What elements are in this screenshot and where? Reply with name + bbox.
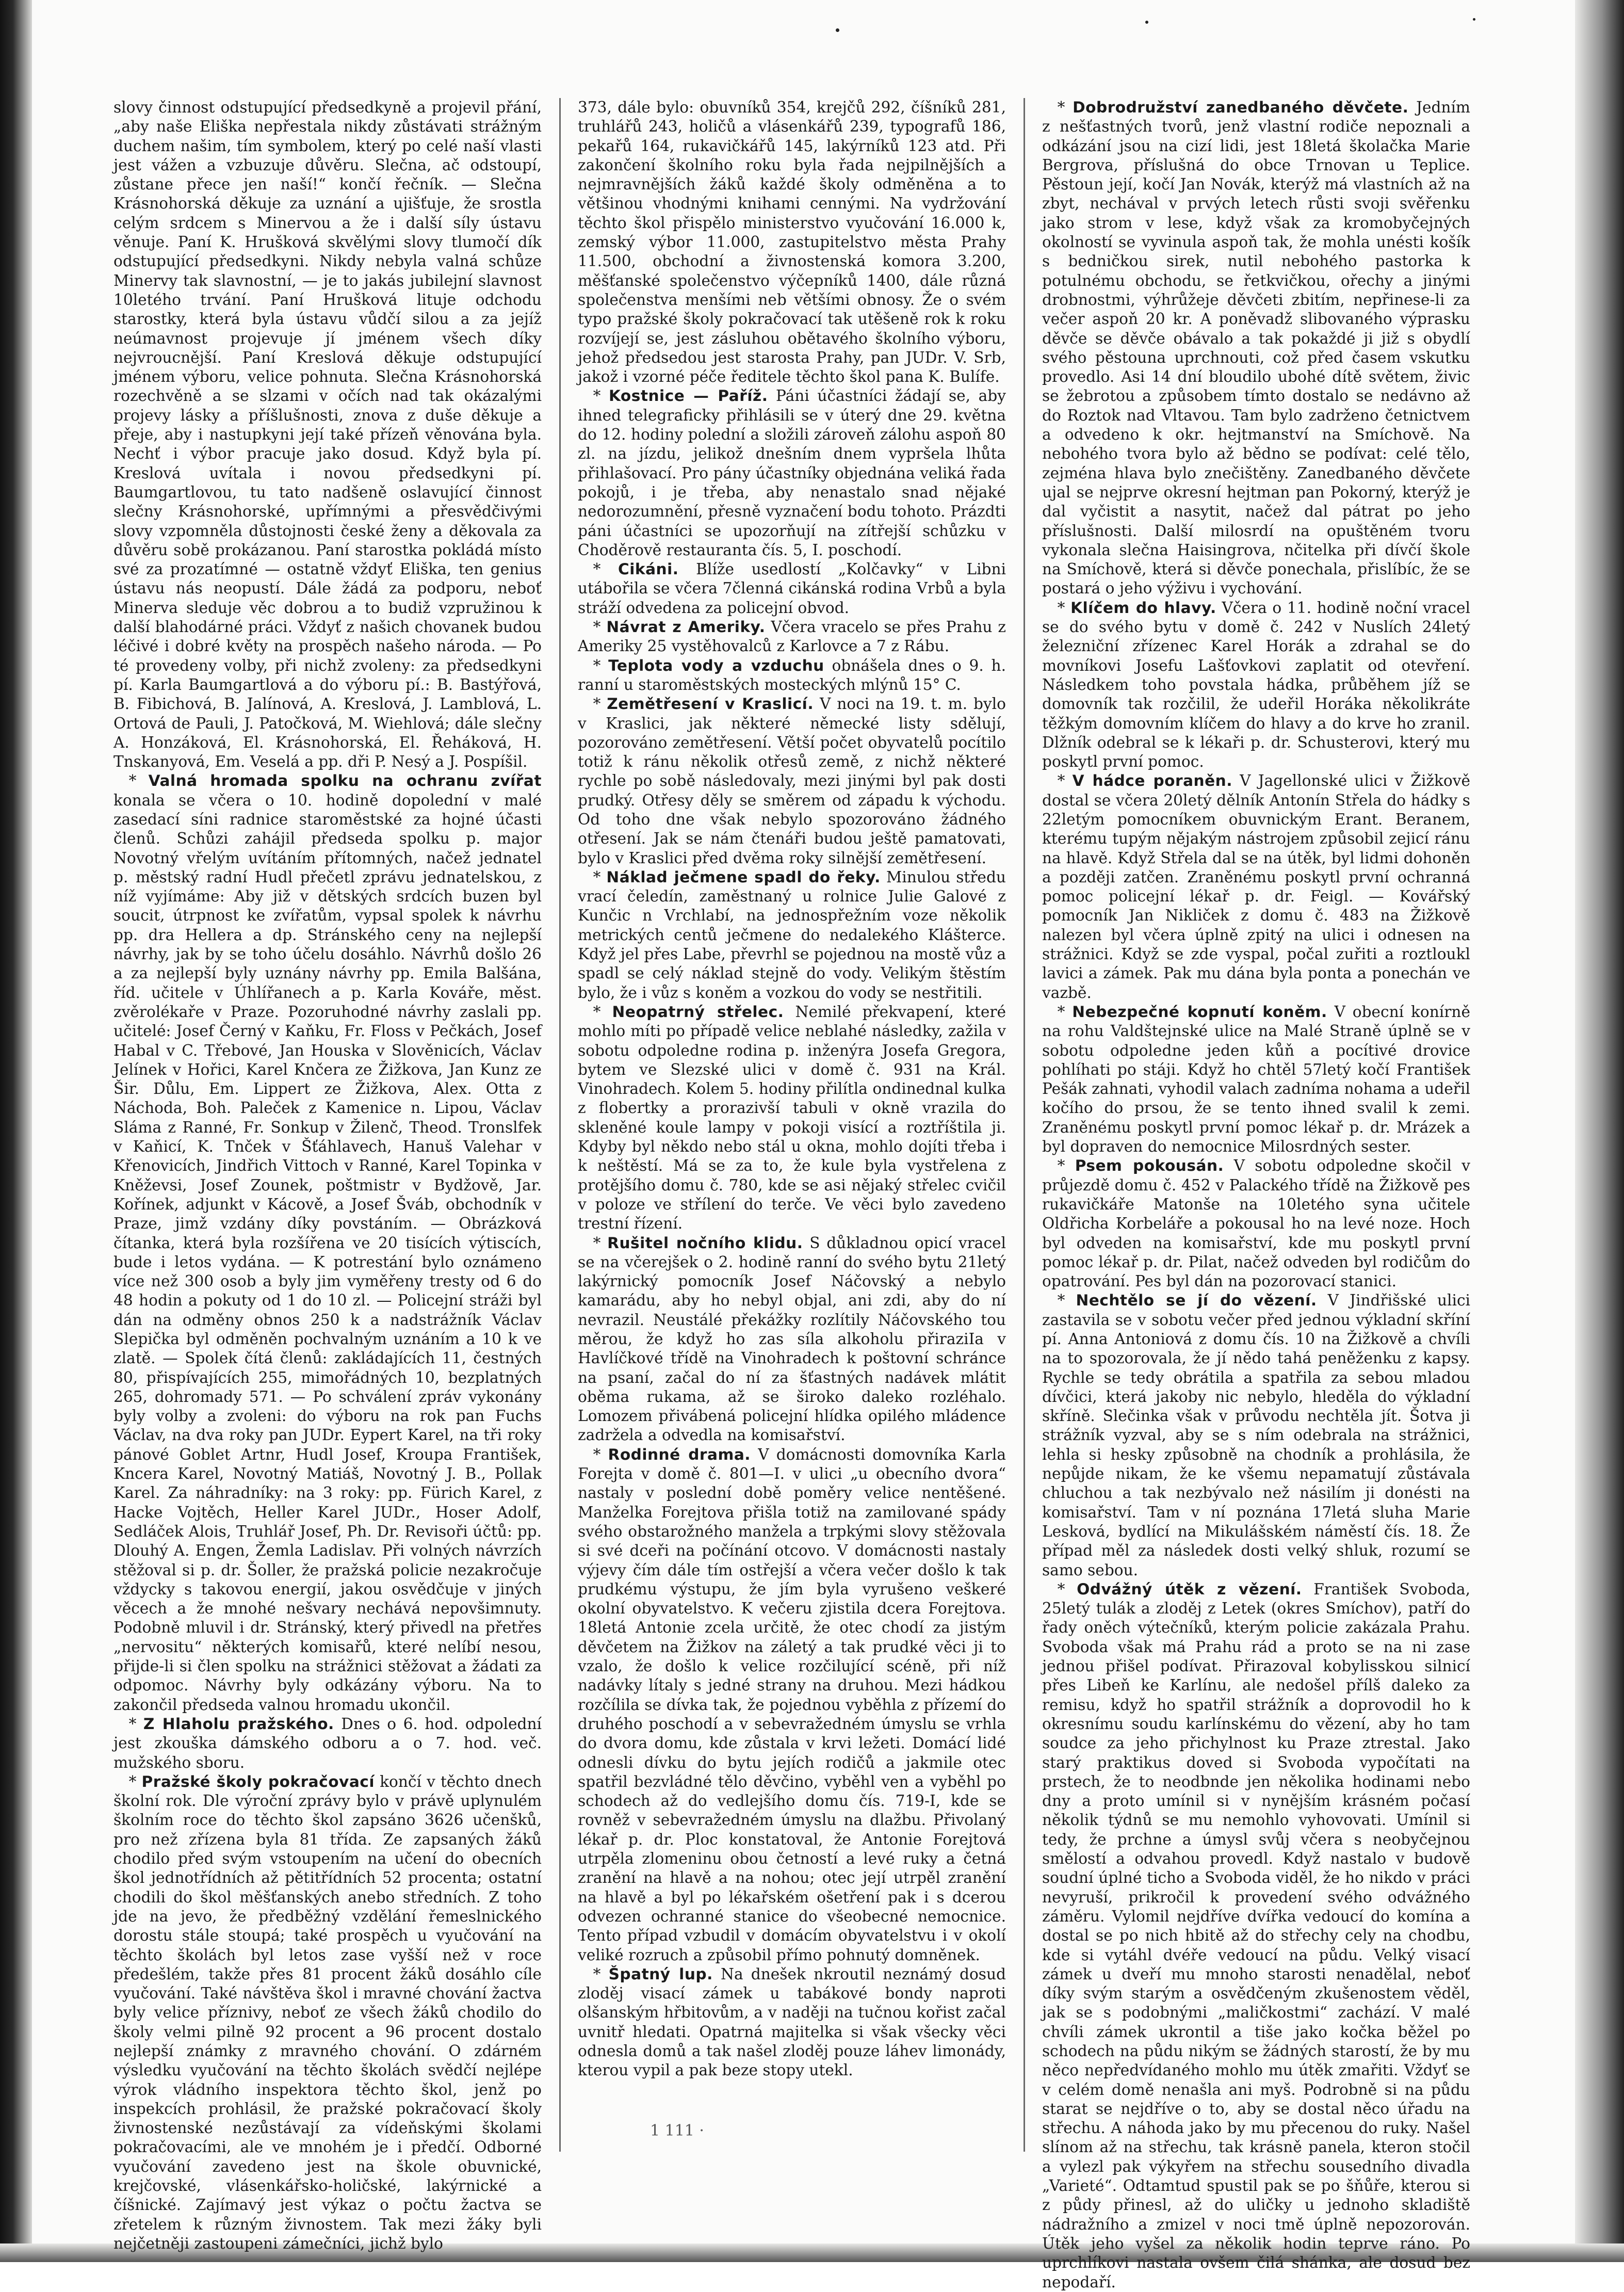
column-divider — [1024, 98, 1025, 2152]
article-body: Blíže usedlostí „Kolčavky“ v Libni utábořila se včera 7členná cikánská rodina Vrbů a byla stráží odvedena za policejní obvod. — [578, 560, 1006, 617]
article-paragraph: * V hádce poraněn. V Jagellonské ulici v Žižkově dostal se včera 20letý dělník Antonín Střela do hádky s 22letým pomocníkem obuvnickým Erant. Beranem, kterému tupým nějakým nástrojem způsobil zejicí ránu na hlavě. Když Střela dal se na útěk, byl lidmi dohoněn a později zatčen. Zraněnému poskytl první ochranná pomoc policejní lékař p. dr. Feigl. — Kovářský pomocník Jan Nikliček z domu č. 483 na Žižkově nalezen byl včera úplně zpitý na ulici i odnesen na strážnici. Když se zde vyspal, počal zuřiti a roztloukl lavici a zámek. Pak mu dána byla ponta a ponechán ve vazbě. — [1042, 772, 1470, 1002]
article-paragraph: * Valná hromada spolku na ochranu zvířat konala se včera o 10. hodině dopolední v malé zasedací síni radnice staroměstské za hojné účasti členů. Schůzi zahájil předseda spolku p. major Novotný vřelým uvítáním přítomných, načež jednatel p. městský radní Hudl přečetl zprávu jednatelskou, z níž vyjímáme: Aby již v dětských srdcích buzen byl soucit, útrpnost ke zvířatům, vypsal spolek k návrhu pp. dra Hellera a dp. Stránského ceny na nejlepší návrhy, jak by se toho účelu dosáhlo. Návrhů došlo 26 a za nejlepší byly uznány návrhy pp. Emila Balšána, říd. učitele v Úhlířanech a p. Karla Kováře, měst. zvěrolékaře v Praze. Pozoruhodné návrhy zaslali pp. učitelé: Josef Černý v Kaňku, Fr. Floss v Pečkách, Josef Habal v C. Třebové, Jan Houska v Slověnicích, Václav Jelínek v Hořici, Karel Knčera ze Žižkova, Jan Kunz ze Šir. Důlu, Em. Lippert ze Žižkova, Alex. Otta z Náchoda, Boh. Paleček z Kamenice n. Lipou, Václav Sláma z Ranné, Fr. Sonkup v Žilenč, Theod. Tronslfek v Kaňicí, K. Tnček v Šťáhlavech, Hanuš Valehar v Křenovicích, Jindřich Vittoch v Ranné, Karel Topinka v Kněževsi, Josef Zounek, poštmistr v Bydžově, Jar. Kořínek, adjunkt v Kácově, a Josef Šváb, obchodník v Praze, jimž vzdány díky povstáním. — Obrázková čítanka, která byla rozšířena ve 20 tisících výtiscích, bude i letos vydána. — K potrestání bylo oznámeno více než 300 osob a byly jim vyměřeny tresty od 6 do 48 hodin a pokuty od 1 do 10 zl. — Policejní stráži byl dán na odměny obnos 250 k a nadstrážník Václav Slepička byl odměněn pochvalným uznáním a 10 k ve zlatě. — Spolek čítá členů: zakládajících 11, čestných 80, přispívajících 255, mimořádných 10, bezplatných 265, dohromady 571. — Po schválení zpráv vykonány byly volby a zvoleni: do výboru na rok pan Fuchs Václav, na dva roky pan JUDr. Eypert Karel, na tři roky pánové Goblet Artnr, Hudl Josef, Kroupa František, Kncera Karel, Novotný Matiáš, Novotný J. B., Pollak Karel. Za náhradníky: na 3 roky: pp. Fürich Karel, z Hacke Vojtěch, Heller Karel JUDr., Hoser Adolf, Sedláček Alois, Truhlář Josef, Ph. Dr. Revisoři účtů: pp. Dlouhý A. Engen, Žemla Ladislav. Při volných návrzích stěžoval si p. dr. Šoller, že pražská policie nezakročuje vždycky s takovou energií, jakou osvědčuje v jiných věcech a že mnohé nešvary nechává nepovšimnuty. Podobně mluvil i dr. Stránský, který přivedl na přetřes „nervositu“ některých komisařů, které nelíbí nesou, přijde-li si člen spolku na strážnici stěžovat a žádati za odpomoc. Návrhy byly odkázány výboru. Na to zakončil předseda valnou hromadu ukončil. — [113, 772, 542, 1714]
article-body: Dnes o 6. hod. odpolední jest zkouška dámského odboru a o 7. hod. več. mužského sboru. — [113, 1715, 542, 1771]
footer-mark: 1 111 · — [650, 2122, 704, 2140]
article-paragraph: * Rodinné drama. V domácnosti domovníka Karla Forejta v domě č. 801—I. v ulici „u obecního dvora“ nastaly v poslední době poměry velice nentěšené. Manželka Forejtova přišla totiž na zamilované spády svého obstarožného manžela a trpkými slovy stěžovala si své dceři na počínání otcovo. V domácnosti nastaly výjevy čím dále tím ostřejší a včera večer došlo k tak prudkému výstupu, že jím byla vyrušeno veškeré okolní obyvatelstvo. K večeru zjistila dcera Forejtova. 18letá Antonie zcela určitě, že otec chodí za jistým děvčetem na Žižkov na záletý a tak prudké věci ji to vzalo, že došlo k velice rozčilující scéně, při níž nadávky lítaly s jedné strany na druhou. Mezi hádkou rozčílila se dívka tak, že pojednou vyběhla z přízemí do druhého poschodí a v sebevražedném úmyslu se vrhla do dvora domu, kde zůstala v krvi ležeti. Domácí lidé odnesli dívku do bytu jejích rodičů a jakmile otec spatřil bezvládné tělo děvčino, vyběhl ven a vyběhl po schodech až do vedlejšího domu čís. 719-I, kde se rovněž v sebevražedném úmyslu na dlažbu. Přivolaný lékař p. dr. Ploc konstatoval, že Antonie Forejtová utrpěla zlomeninu obou četností a levé ruky a četná zranění na hlavě a na nohou; otec její utrpěl zranění na hlavě a byl po lékařském ošetření pak i s dcerou odvezen ochranné stanice do všeobecné nemocnice. Tento případ vzbudil v domácím obyvatelstvu i v okolí veliké rozruch a způsobil přímo pohnutý domněnek. — [578, 1445, 1006, 1964]
article-paragraph: * Klíčem do hlavy. Včera o 11. hodině noční vracel se do svého bytu v domě č. 242 v Nuslích 24letý železniční zřízenec Karel Horák a zdrahal se do movníkovi Josefu Lašťovkovi zaplatit od otevření. Následkem toho povstala hádka, průběhem jíž se domovník tak rozčilil, že udeřil Horáka několikráte těžkým domovním klíčem do hlavy a do krve ho zranil. Dlžník odebral se k lékaři p. dr. Schusterovi, který mu poskytl první pomoc. — [1042, 599, 1470, 771]
article-paragraph: * Zemětřesení v Kraslicí. V noci na 19. t. m. bylo v Kraslici, jak některé německé listy sdělují, pozorováno zemětřesení. Větší počet obyvatelů pocítilo totiž k ránu několik otřesů země, z nichž některé rychle po sobě následovaly, mezi jinými byl pak dosti prudký. Otřesy děly se směrem od západu k východu. Od toho dne však nebylo spozorováno žádného otřesení. Jak se nám čtenáři budou ještě pamatovati, bylo v Kraslici před dvěma roky silnější zemětřesení. — [578, 695, 1006, 867]
article-heading: Neopatrný střelec. — [612, 1003, 784, 1021]
article-body: Páni účastníci žádají se, aby ihned telegraficky přihlásili se v úterý dne 29. května do 12. hodiny polední a složili zároveň zálohu aspoň 80 zl. na jízdu, jelikož dnešním dnem vypršela lhůta přihlašovací. Pro pány účastníky objednána veliká řada pokojů, i je třeba, aby nenastalo snad nějaké nedorozumnění, přesně vyznačení bodu tohoto. Prázdti páni účastníci se upozorňují na zítřejší schůzku v Choděrově restauranta čís. 5, I. poschodí. — [578, 387, 1006, 559]
article-body: Nemilé překvapení, které mohlo míti po případě velice neblahé následky, zažila v sobotu odpoledne rodina p. inženýra Josefa Gregora, bytem ve Slezské ulici v domě č. 931 na Král. Vinohradech. Kolem 5. hodiny přilítla ondinednal kulka z flobertky a prorazivší tabuli v okně vrazila do skleněné koule lampy v pokoji visící a roztříštila ji. Kdyby byl někdo nebo stál u okna, mohlo dojíti třeba i k neštěstí. Má se za to, že kule byla vystřelena z protějšího domu č. 780, kde se asi nějaký střelec cvičil v poloze ve střílení do terče. Ve věci bylo zavedeno trestní řízení. — [578, 1003, 1006, 1233]
article-body: František Svoboda, 25letý tulák a zloděj z Letek (okres Smíchov), patří do řady oněch výtečníků, kterým policie zakázala Prahu. Svoboda však má Prahu rád a proto se na ni zase jednou přišel podívat. Přirazoval kobylisskou silnicí přes Libeň ke Karlínu, ale nedošel přílš daleko za remisu, když ho spatřil strážník a doprovodil ho k okresnímu soudu karlínskému do vězení, aby ho tam soudce za jeho přichylnost ku Praze ztrestal. Jako starý praktikus doved si Svoboda vypočítati na prstech, že to neodbnde jen několika hodinami nebo dny a proto umínil si v nynějším krásném počasí několik týdnů se mu nemohlo vyhovovati. Umínil si tedy, že prchne a úmysl svůj včera s neobyčejnou smělostí a odvahou provedl. Když nastalo v budově soudní úplné ticho a Svoboda viděl, že ho nikdo v práci nevyruší, prikročil k provedení svého odvážného záměru. Vylomil nejdříve dvířka vedoucí do komína a dostal se po nich hbitě až do střechy cely na chodbu, kde si vytáhl dvéře vedoucí na půdu. Velký visací zámek u dveří mu mnoho starosti nenadělal, neboť díky svým starým a osvědčeným zkušenostem věděl, jak se s podobnými „maličkostmi“ zachází. V malé chvíli zámek ukrontil a tiše jako kočka běžel po schodech na půdu nikým se žádných starostí, že by mu něco nepředvídaného mohlo mu útěk zmařiti. Vždyť se v celém domě nenašla ani myš. Podrobně si na půdu starat se nejdříve o to, aby se dostal něco úřadu na střechu. A náhoda jako by mu přecenou do ruky. Našel slínom až na střechu, tak krásně panela, kteron stočil a vylezl pak výkyřem na střechu sousedního divadla „Varieté“. Odtamtud spustil pak se po šňůře, kterou si z půdy přinesl, až do uličky u jednoho skladiště nádražního a zmizel v noci tmě úplně nepozorován. Útěk jeho vyšel za několik hodin teprve ráno. Po uprchlíkovi nastala ovšem čilá shánka, ale dosud bez nepodaří. — [1042, 1580, 1470, 2291]
newspaper-page — [113, 98, 1470, 2291]
article-heading: Zemětřesení v Kraslicí. — [607, 695, 814, 713]
article-heading: Rodinné drama. — [608, 1445, 751, 1463]
article-body: V domácnosti domovníka Karla Forejta v domě č. 801—I. v ulici „u obecního dvora“ nastaly v poslední době poměry velice nentěšené. Manželka Forejtova přišla totiž na zamilované spády svého obstarožného manžela a trpkými slovy stěžovala si své dceři na počínání otcovo. V domácnosti nastaly výjevy čím dále tím ostřejší a včera večer došlo k tak prudkému výstupu, že jím byla vyrušeno veškeré okolní obyvatelstvo. K večeru zjistila dcera Forejtova. 18letá Antonie zcela určitě, že otec chodí za jistým děvčetem na Žižkov na záletý a tak prudké věci ji to vzalo, že došlo k velice rozčilující scéně, při níž nadávky lítaly s jedné strany na druhou. Mezi hádkou rozčílila se dívka tak, že pojednou vyběhla z přízemí do druhého poschodí a v sebevražedném úmyslu se vrhla do dvora domu, kde zůstala v krvi ležeti. Domácí lidé odnesli dívku do bytu jejích rodičů a jakmile otec spatřil bezvládné tělo děvčino, vyběhl ven a vyběhl po schodech až do vedlejšího domu čís. 719-I, kde se rovněž v sebevražedném úmyslu na dlažbu. Přivolaný lékař p. dr. Ploc konstatoval, že Antonie Forejtová utrpěla zlomeninu obou četností a levé ruky a četná zranění na hlavě a na nohou; otec její utrpěl zranění na hlavě a byl po lékařském ošetření pak i s dcerou odvezen ochranné stanice do všeobecné nemocnice. Tento případ vzbudil v domácím obyvatelstvu i v okolí veliké rozruch a způsobil přímo pohnutý domněnek. — [578, 1445, 1006, 1964]
article-body: V Jagellonské ulici v Žižkově dostal se včera 20letý dělník Antonín Střela do hádky s 22letým pomocníkem obuvnickým Erant. Beranem, kterému tupým nějakým nástrojem způsobil zejicí ránu na hlavě. Když Střela dal se na útěk, byl lidmi dohoněn a později zatčen. Zraněnému poskytl první ochranná pomoc policejní lékař p. dr. Feigl. — Kovářský pomocník Jan Nikliček z domu č. 483 na Žižkově nalezen byl včera úplně zpitý na ulici i odnesen na strážnici. Když se zde vyspal, počal zuřiti a roztloukl lavici a zámek. Pak mu dána byla ponta a ponechán ve vazbě. — [1042, 772, 1470, 1002]
article-body: Včera o 11. hodině noční vracel se do svého bytu v domě č. 242 v Nuslích 24letý železniční zřízenec Karel Horák a zdrahal se do movníkovi Josefu Lašťovkovi zaplatit od otevření. Následkem toho povstala hádka, průběhem jíž se domovník tak rozčilil, že udeřil Horáka několikráte těžkým domovním klíčem do hlavy a do krve ho zranil. Dlžník odebral se k lékaři p. dr. Schusterovi, který mu poskytl první pomoc. — [1042, 599, 1470, 771]
article-paragraph: * Neopatrný střelec. Nemilé překvapení, které mohlo míti po případě velice neblahé následky, zažila v sobotu odpoledne rodina p. inženýra Josefa Gregora, bytem ve Slezské ulici v domě č. 931 na Král. Vinohradech. Kolem 5. hodiny přilítla ondinednal kulka z flobertky a prorazivší tabuli v okně vrazila do skleněné koule lampy v pokoji visící a roztříštila ji. Kdyby byl někdo nebo stál u okna, mohlo dojíti třeba i k neštěstí. Má se za to, že kule byla vystřelena z protějšího domu č. 780, kde se asi nějaký střelec cvičil v poloze ve střílení do terče. Ve věci bylo zavedeno trestní řízení. — [578, 1003, 1006, 1233]
article-paragraph — [578, 98, 1006, 386]
article-paragraph: * Náklad ječmene spadl do řeky. Minulou středu vrací čeledín, zaměstnaný u rolnice Julie Galové z Kunčic n Vrchlabí, na jednospřežním voze několik metrických centů ječmene do nedalekého Klášterce. Když jel přes Labe, převrhl se pojednou na mostě vůz a spadl se celý náklad stejně do vody. Velikým štěstím bylo, že i vůz s koněm a vozkou do vody se nestřitili. — [578, 868, 1006, 1002]
article-paragraph: * Špatný lup. Na dnešek nkroutil neznámý dosud zloděj visací zámek u tabákové bondy naproti olšanským hřbitovům, a v naději na tučnou kořist začal uvnitř hledati. Opatrná majitelka si však všecky věci odnesla domů a tak našel zloděj pouze láhev limonády, kterou vypil a pak beze stopy utekl. — [578, 1965, 1006, 2079]
article-body: S důkladnou opicí vracel se na včerejšek o 2. hodině ranní do svého bytu 21letý lakýrnický pomocník Josef Náčovský a nebylo kamarádu, aby ho nebyl objal, ani zdi, aby do ní nevrazil. Neustálé překážky rozlítily Náčovského tou měrou, že když ho zas síla alkoholu přiraziIa v Havlíčkové třídě na Vinohradech k poštovní schránce na psaní, začal do ní za šťastných nadávek mlátit oběma rukama, až se široko daleko rozléhalo. Lomozem přivábená policejní hlídka opilého mládence zadržela a odvedla na komisařství. — [578, 1234, 1006, 1444]
column-divider — [559, 98, 561, 2152]
article-body: V noci na 19. t. m. bylo v Kraslici, jak některé německé listy sdělují, pozorováno zemětřesení. Větší počet obyvatelů pocítilo totiž k ránu několik otřesů země, z nichž některé rychle po sobě následovaly, mezi jinými byl pak dosti prudký. Otřesy děly se směrem od západu k východu. Od toho dne však nebylo spozorováno žádného otřesení. Jak se nám čtenáři budou ještě pamatovati, bylo v Kraslici před dvěma roky silnější zemětřesení. — [578, 695, 1006, 867]
article-paragraph: * Dobrodružství zanedbaného děvčete. Jedním z nešťastných tvorů, jenž vlastní rodiče nepoznali a odkázání jsou na cizí lidi, jest 18letá školačka Marie Bergrova, příslušná do obce Trnovan u Teplice. Pěstoun její, kočí Jan Novák, kterýž má vlastních až na zbyt, nechával v prvých letech růsti svoji svěřenku jako strom v lese, když však za kromobyčejných okolností se vyvinula aspoň tak, že mohla unésti košík s bedničkou sirek, nutil nebohého pastorka k potulnému obchodu, se řetkvičkou, ořechy a jinými drobnostmi, výhrůžeje děvčeti zbitím, nepřinese-li za večer aspoň 20 kr. A poněvadž slibovaného výprasku děvče se děvče obávalo a tak pokaždé ji již s obydlí svého pěstouna uprchnouti, což před časem vskutku provedlo. Asi 14 dní bloudilo ubohé dítě světem, živic se žebrotou a způsobem tímto dostalo se nedávno až do Roztok nad Vltavou. Tam bylo zadrženo četnictvem a odvedeno k okr. hejtmanství na Smíchově. Na nebohého tvora bylo až bědno se podívat: celé tělo, zejména hlava bylo znečištěny. Zanedbaného děvčete ujal se nejprve okresní hejtman pan Pokorný, kterýž je dal vyčistit a nasytit, načež dal pátrat po jeho příslušnosti. Další milosrdí na opuštěném tvoru vykonala slečna Haisingrova, nčitelka při dívčí škole na Smíchově, která si děvče ponechala, přislíbíc, že se postará o jeho výživu i vychování. — [1042, 99, 1470, 598]
article-body: Na dnešek nkroutil neznámý dosud zloděj visací zámek u tabákové bondy naproti olšanským hřbitovům, a v naději na tučnou kořist začal uvnitř hledati. Opatrná majitelka si však všecky věci odnesla domů a tak našel zloděj pouze láhev limonády, kterou vypil a pak beze stopy utekl. — [578, 1965, 1006, 2079]
article-heading: Odvážný útěk z vězení. — [1077, 1580, 1302, 1598]
article-paragraph: * Teplota vody a vzduchu obnášela dnes o 9. h. ranní u staroměstských mosteckých mlýnů 15° C. — [578, 656, 1006, 693]
article-body: slovy činnost odstupující předsedkyně a projevil přání, „aby naše Eliška nepřestala nikdy zůstávati strážným duchem našim, tím symbolem, který po celé naší vlasti jest vážen a vzbuzuje důvěru. Slečna, ač odstoupí, zůstane přece jen naší!“ končí řečník. — Slečna Krásnohorská děkuje za uznání a ujišťuje, že srostla celým srdcem s Minervou a že i další síly ústavu věnuje. Paní K. Hrušková skvělými slovy tlumočí dík odstupující předsedkyni. Nikdy nebyla valná schůze Minervy tak slavnostní, — je to jakás jubilejní slavnost 10letého trvání. Paní Hrušková lituje odchodu starostky, která byla ústavu vůdčí silou a za jejíž neúmavnost projevuje jí jménem všech díky nejvroucnější. Paní Kreslová děkuje odstupující jménem výboru, velice pohnuta. Slečna Krásnohorská rozechvěně a se slzami v očích nad tak okázalými projevy lásky a příšlušnosti, znova z duše děkuje a přeje, aby i nastupkyni její také přízeň věnována byla. Nechť i výbor pracuje jako dosud. Když byla pí. Kreslová uvítala i novou předsedkyni pí. Baumgartlovou, tu tato nadšeně oslavující činnost slečny Krásnohorské, upřímnými a přesvědčivými slovy vzpomněla důstojnosti české ženy a děkovala za důvěru sobě prokázanou. Paní starostka pokládá místo své za prozatímné — ostatně vždyť Eliška, ten genius ústavu nás neopustí. Dále žádá za podporu, neboť Minerva sleduje věc dobrou a to budiž vzpružinou k další blahodárné práci. Vždyť z našich chovanek budou léčivé i dobré květy na prospěch našeho národa. — Po té provedeny volby, při nichž zvoleny: za předsedkyni pí. Karla Baumgartlová a do výboru pí.: B. Bastýřová, B. Fibichová, B. Jalínová, A. Kreslová, J. Lamblová, L. Ortová de Pauli, J. Patočková, M. Wiehlová; dále slečny A. Honzáková, El. Krásnohorská, El. Řeháková, H. Tnskanyová, Em. Veselá a pp. dři P. Nesý a J. Pospíšil. — [113, 99, 542, 771]
article-paragraph: * Rušitel nočního klidu. S důkladnou opicí vracel se na včerejšek o 2. hodině ranní do svého bytu 21letý lakýrnický pomocník Josef Náčovský a nebylo kamarádu, aby ho nebyl objal, ani zdi, aby do ní nevrazil. Neustálé překážky rozlítily Náčovského tou měrou, že když ho zas síla alkoholu přiraziIa v Havlíčkové třídě na Vinohradech k poštovní schránce na psaní, začal do ní za šťastných nadávek mlátit oběma rukama, až se široko daleko rozléhalo. Lomozem přivábená policejní hlídka opilého mládence zadržela a odvedla na komisařství. — [578, 1234, 1006, 1444]
article-heading: Klíčem do hlavy. — [1070, 599, 1216, 617]
article-heading: V hádce poraněn. — [1072, 772, 1232, 790]
article-paragraph: * Nechtělo se jí do vězení. V Jindřišské ulici zastavila se v sobotu večer před jednou výkladní skříní pí. Anna Antoniová z domu čís. 10 na Žižkově a chvíli na to spozorovala, že jí nědo tahá peněženku z kapsy. Rychle se tedy obrátila a spatřila za sebou mladou dívčici, která jakoby nic nebylo, hleděla do výkladní skříně. Slečinka však v průvodu nechtěla jít. Šotva ji strážník vyzval, aby se s ním odebrala na strážnici, lehla si hesky způsobně na chodník a prohlásila, že nepůjde nikam, že ke všemu nepamatují zůstávala chluchou a tak nezbývalo než násilím ji donésti na komisařství. Tam v ní poznána 17letá sluha Marie Lesková, bydlící na Mikulášském náměstí čís. 18. Že případ měl za následek dosti velký shluk, rozumí se samo sebou. — [1042, 1292, 1470, 1579]
article-body: Minulou středu vrací čeledín, zaměstnaný u rolnice Julie Galové z Kunčic n Vrchlabí, na jednospřežním voze několik metrických centů ječmene do nedalekého Klášterce. Když jel přes Labe, převrhl se pojednou na mostě vůz a spadl se celý náklad stejně do vody. Velikým štěstím bylo, že i vůz s koněm a vozkou do vody se nestřitili. — [578, 868, 1006, 1002]
article-heading: Cikáni. — [618, 560, 679, 578]
article-heading: Špatný lup. — [608, 1965, 713, 1983]
article-body: 373, dále bylo: obuvníků 354, krejčů 292, číšníků 281, truhlářů 243, holičů a vlásenkářů 239, typografů 186, pekařů 164, rukavičkářů 145, lakýrníků 123 atd. Při zakončení školního roku byla řada nejpilnějších a nejmravnějších žáků každé školy odměněna a to většinou vhodnými knihami cennými. Na vydržování těchto škol přispělo ministerstvo vyučování 16.000 k, zemský výbor 11.000, zastupitelstvo města Prahy 11.500, obchodní a živnostenská komora 3.200, měšťanské společenstvo výčepníků 1400, dále různá společenstva menšími neb většími obnosy. Že o svém typo pražské školy pokračovací tak utěšeně rok k roku rozvíjejí se, jest zásluhou obětavého školního výboru, jehož předsedou jest starosta Prahy, pan JUDr. V. Srb, jakož i vzorné péče ředitele těchto škol pana K. Bulífe. — [578, 99, 1006, 386]
article-heading: Z Hlaholu pražského. — [143, 1715, 334, 1733]
ink-speck — [1473, 18, 1475, 21]
article-heading: Psem pokousán. — [1075, 1157, 1224, 1175]
scan-right-edge — [1575, 0, 1624, 2262]
article-paragraph: * Cikáni. Blíže usedlostí „Kolčavky“ v Libni utábořila se včera 7členná cikánská rodina Vrbů a byla stráží odvedena za policejní obvod. — [578, 560, 1006, 617]
article-heading: Nebezpečné kopnutí koněm. — [1072, 1003, 1327, 1021]
article-paragraph: * Odvážný útěk z vězení. František Svoboda, 25letý tulák a zloděj z Letek (okres Smíchov), patří do řady oněch výtečníků, kterým policie zakázala Prahu. Svoboda však má Prahu rád a proto se na ni zase jednou přišel podívat. Přirazoval kobylisskou silnicí přes Libeň ke Karlínu, ale nedošel přílš daleko za remisu, když ho spatřil strážník a doprovodil ho k okresnímu soudu karlínskému do vězení, aby ho tam soudce za jeho přichylnost ku Praze ztrestal. Jako starý praktikus doved si Svoboda vypočítati na prstech, že to neodbnde jen několika hodinami nebo dny a proto umínil si v nynějším krásném počasí několik týdnů se mu nemohlo vyhovovati. Umínil si tedy, že prchne a úmysl svůj včera s neobyčejnou smělostí a odvahou provedl. Když nastalo v budově soudní úplné ticho a Svoboda viděl, že ho nikdo v práci nevyruší, prikročil k provedení svého odvážného záměru. Vylomil nejdříve dvířka vedoucí do komína a dostal se po nich hbitě až do střechy cely na chodbu, kde si vytáhl dvéře vedoucí na půdu. Velký visací zámek u dveří mu mnoho starosti nenadělal, neboť díky svým starým a osvědčeným zkušenostem věděl, jak se s podobnými „maličkostmi“ zachází. V malé chvíli zámek ukrontil a tiše jako kočka běžel po schodech na půdu nikým se žádných starostí, že by mu něco nepředvídaného mohlo mu útěk zmařiti. Vždyť se v celém domě nenašla ani myš. Podrobně si na půdu starat se nejdříve o to, aby se dostal něco úřadu na střechu. A náhoda jako by mu přecenou do ruky. Našel slínom až na střechu, tak krásně panela, kteron stočil a vylezl pak výkyřem na střechu sousedního divadla „Varieté“. Odtamtud spustil pak se po šňůře, kterou si z půdy přinesl, až do uličky u jednoho skladiště nádražního a zmizel v noci tmě úplně nepozorován. Útěk jeho vyšel za několik hodin teprve ráno. Po uprchlíkovi nastala ovšem čilá shánka, ale dosud bez nepodaří. — [1042, 1580, 1470, 2291]
article-body: V sobotu odpoledne skočil v průjezdě domu č. 452 v Palackého třídě na Žižkově pes rukavičkáře Matonše na 10letého syna učitele Oldřicha Korbeláře a pokousal ho na levé noze. Hoch byl odveden na komisařství, kde mu poskytl první pomoc lékař p. dr. Pilat, načež odveden byl rodičům do opatrování. Pes byl dán na pozorovací stanici. — [1042, 1157, 1470, 1290]
article-body: konala se včera o 10. hodině dopolední v malé zasedací síni radnice staroměstské za hojné účasti členů. Schůzi zahájil předseda spolku p. major Novotný vřelým uvítáním přítomných, načež jednatel p. městský radní Hudl přečetl zprávu jednatelskou, z níž vyjímáme: Aby již v dětských srdcích buzen byl soucit, útrpnost ke zvířatům, vypsal spolek k návrhu pp. dra Hellera a dp. Stránského ceny na nejlepší návrhy, jak by se toho účelu dosáhlo. Návrhů došlo 26 a za nejlepší byly uznány návrhy pp. Emila Balšána, říd. učitele v Úhlířanech a p. Karla Kováře, měst. zvěrolékaře v Praze. Pozoruhodné návrhy zaslali pp. učitelé: Josef Černý v Kaňku, Fr. Floss v Pečkách, Josef Habal v C. Třebové, Jan Houska v Slověnicích, Václav Jelínek v Hořici, Karel Knčera ze Žižkova, Jan Kunz ze Šir. Důlu, Em. Lippert ze Žižkova, Alex. Otta z Náchoda, Boh. Paleček z Kamenice n. Lipou, Václav Sláma z Ranné, Fr. Sonkup v Žilenč, Theod. Tronslfek v Kaňicí, K. Tnček v Šťáhlavech, Hanuš Valehar v Křenovicích, Jindřich Vittoch v Ranné, Karel Topinka v Kněževsi, Josef Zounek, poštmistr v Bydžově, Jar. Kořínek, adjunkt v Kácově, a Josef Šváb, obchodník v Praze, jimž vzdány díky povstáním. — Obrázková čítanka, která byla rozšířena ve 20 tisících výtiscích, bude i letos vydána. — K potrestání bylo oznámeno více než 300 osob a byly jim vyměřeny tresty od 6 do 48 hodin a pokuty od 1 do 10 zl. — Policejní stráži byl dán na odměny obnos 250 k a nadstrážník Václav Slepička byl odměněn pochvalným uznáním a 10 k ve zlatě. — Spolek čítá členů: zakládajících 11, čestných 80, přispívajících 255, mimořádných 10, bezplatných 265, dohromady 571. — Po schválení zpráv vykonány byly volby a zvoleni: do výboru na rok pan Fuchs Václav, na dva roky pan JUDr. Eypert Karel, na tři roky pánové Goblet Artnr, Hudl Josef, Kroupa František, Kncera Karel, Novotný Matiáš, Novotný J. B., Pollak Karel. Za náhradníky: na 3 roky: pp. Fürich Karel, z Hacke Vojtěch, Heller Karel JUDr., Hoser Adolf, Sedláček Alois, Truhlář Josef, Ph. Dr. Revisoři účtů: pp. Dlouhý A. Engen, Žemla Ladislav. Při volných návrzích stěžoval si p. dr. Šoller, že pražská policie nezakročuje vždycky s takovou energií, jakou osvědčuje v jiných věcech a že mnohé nešvary nechává nepovšimnuty. Podobně mluvil i dr. Stránský, který přivedl na přetřes „nervositu“ některých komisařů, které nelíbí nesou, přijde-li si člen spolku na strážnici stěžovat a žádati za odpomoc. Návrhy byly odkázány výboru. Na to zakončil předseda valnou hromadu ukončil. — [113, 791, 542, 1714]
article-paragraph: * Pražské školy pokračovací končí v těchto dnech školní rok. Dle výroční zprávy bylo v právě uplynulém školním roce do těchto škol zapsáno 3626 učenšků, pro než zřízena byla 81 třída. Ze zapsaných žáků chodilo před svým vstoupením na učení do obecních škol jednotřídních až pětitřídních 52 procenta; ostatní chodili do škol měšťanských anebo středních. Z toho jde na jevo, že předběžný vzdělání řemeslnického dorostu stále stoupá; také prospěch u vyučování na těchto školách byl letos zase vyšší než v roce předešlém, takže přes 81 procent žáků dosáhlo cíle vyučování. Také návštěva škol i mravné chování žactva byly velice příznivy, neboť ze všech žáků chodilo do školy velmi pilně 92 procent a 96 procent dostalo nejlepší známky z mravného chování. O zdárném výsledku vyučování na těchto školách svědčí nejlépe výrok vládního inspektora těchto škol, jenž po inspekcích prohlásil, že pražské pokračovací školy živnostenské nezůstávají za vídeňskými školami pokračovacími, ale ve mnohém je i předčí. Odborné vyučování zavedeno jest na škole obuvnické, krejčovské, vlásenkářsko-holičské, lakýrnické a číšnické. Zajímavý jest výkaz o počtu žactva se zřetelem k různým živnostem. Tak mezi žáky byli nejčetněji zastoupeni zámečníci, jichž bylo — [113, 1772, 542, 2252]
article-body: V obecní konírně na rohu Valdštejnské ulice na Malé Straně úplně se v sobotu odpoledne jeden kůň a pocítivé drovice pohlíhati po stáji. Když ho chtěl 57letý kočí František Pešák zahnati, vyhodil valach zadníma nohama a udeřil kočího do prsou, že se tento ihned svalil k zemi. Zraněnému poskytl první pomoc lékař p. dr. Mrázek a byl dopraven do nemocnice Milosrdných sester. — [1042, 1003, 1470, 1156]
article-paragraph: * Návrat z Ameriky. Včera vracelo se přes Prahu z Ameriky 25 vystěhovalců z Karlovce a 7 z Rábu. — [578, 618, 1006, 655]
article-heading: Náklad ječmene spadl do řeky. — [606, 868, 881, 886]
article-paragraph: * Psem pokousán. V sobotu odpoledne skočil v průjezdě domu č. 452 v Palackého třídě na Žižkově pes rukavičkáře Matonše na 10letého syna učitele Oldřicha Korbeláře a pokousal ho na levé noze. Hoch byl odveden na komisařství, kde mu poskytl první pomoc lékař p. dr. Pilat, načež odveden byl rodičům do opatrování. Pes byl dán na pozorovací stanici. — [1042, 1157, 1470, 1290]
article-body: Jedním z nešťastných tvorů, jenž vlastní rodiče nepoznali a odkázání jsou na cizí lidi, jest 18letá školačka Marie Bergrova, příslušná do obce Trnovan u Teplice. Pěstoun její, kočí Jan Novák, kterýž má vlastních až na zbyt, nechával v prvých letech růsti svoji svěřenku jako strom v lese, když však za kromobyčejných okolností se vyvinula aspoň tak, že mohla unésti košík s bedničkou sirek, nutil nebohého pastorka k potulnému obchodu, se řetkvičkou, ořechy a jinými drobnostmi, výhrůžeje děvčeti zbitím, nepřinese-li za večer aspoň 20 kr. A poněvadž slibovaného výprasku děvče se děvče obávalo a tak pokaždé ji již s obydlí svého pěstouna uprchnouti, což před časem vskutku provedlo. Asi 14 dní bloudilo ubohé dítě světem, živic se žebrotou a způsobem tímto dostalo se nedávno až do Roztok nad Vltavou. Tam bylo zadrženo četnictvem a odvedeno k okr. hejtmanství na Smíchově. Na nebohého tvora bylo až bědno se podívat: celé tělo, zejména hlava bylo znečištěny. Zanedbaného děvčete ujal se nejprve okresní hejtman pan Pokorný, kterýž je dal vyčistit a nasytit, načež dal pátrat po jeho příslušnosti. Další milosrdí na opuštěném tvoru vykonala slečna Haisingrova, nčitelka při dívčí škole na Smíchově, která si děvče ponechala, přislíbíc, že se postará o jeho výživu i vychování. — [1042, 99, 1470, 598]
text-column-middle — [578, 98, 1006, 2152]
article-heading: Teplota vody a vzduchu — [608, 656, 824, 674]
article-paragraph — [113, 98, 542, 771]
article-heading: Rušitel nočního klidu. — [607, 1234, 803, 1252]
scan-left-edge — [0, 0, 32, 2262]
text-column-right — [1042, 98, 1470, 2291]
article-heading: Návrat z Ameriky. — [606, 618, 766, 636]
article-paragraph: * Kostnice — Paříž. Páni účastníci žádají se, aby ihned telegraficky přihlásili se v úterý dne 29. května do 12. hodiny polední a složili zároveň zálohu aspoň 80 zl. na jízdu, jelikož dnešním dnem vypršela lhůta přihlašovací. Pro pány účastníky objednána veliká řada pokojů, i je třeba, aby nenastalo snad nějaké nedorozumnění, přesně vyznačení bodu tohoto. Prázdti páni účastníci se upozorňují na zítřejší schůzku v Choděrově restauranta čís. 5, I. poschodí. — [578, 387, 1006, 559]
article-body: obnášela dnes o 9. h. ranní u staroměstských mosteckých mlýnů 15° C. — [578, 656, 1006, 693]
text-column-left — [113, 98, 542, 2252]
article-heading: Nechtělo se jí do vězení. — [1076, 1292, 1317, 1310]
article-heading: Valná hromada spolku na ochranu zvířat — [148, 772, 542, 790]
article-paragraph: * Z Hlaholu pražského. Dnes o 6. hod. odpolední jest zkouška dámského odboru a o 7. hod. več. mužského sboru. — [113, 1715, 542, 1771]
ink-speck — [1145, 21, 1148, 24]
article-paragraph: * Nebezpečné kopnutí koněm. V obecní konírně na rohu Valdštejnské ulice na Malé Straně úplně se v sobotu odpoledne jeden kůň a pocítivé drovice pohlíhati po stáji. Když ho chtěl 57letý kočí František Pešák zahnati, vyhodil valach zadníma nohama a udeřil kočího do prsou, že se tento ihned svalil k zemi. Zraněnému poskytl první pomoc lékař p. dr. Mrázek a byl dopraven do nemocnice Milosrdných sester. — [1042, 1003, 1470, 1156]
article-heading: Dobrodružství zanedbaného děvčete. — [1073, 99, 1409, 116]
ink-speck — [836, 28, 839, 32]
article-body: končí v těchto dnech školní rok. Dle výroční zprávy bylo v právě uplynulém školním roce do těchto škol zapsáno 3626 učenšků, pro než zřízena byla 81 třída. Ze zapsaných žáků chodilo před svým vstoupením na učení do obecních škol jednotřídních až pětitřídních 52 procenta; ostatní chodili do škol měšťanských anebo středních. Z toho jde na jevo, že předběžný vzdělání řemeslnického dorostu stále stoupá; také prospěch u vyučování na těchto školách byl letos zase vyšší než v roce předešlém, takže přes 81 procent žáků dosáhlo cíle vyučování. Také návštěva škol i mravné chování žactva byly velice příznivy, neboť ze všech žáků chodilo do školy velmi pilně 92 procent a 96 procent dostalo nejlepší známky z mravného chování. O zdárném výsledku vyučování na těchto školách svědčí nejlépe výrok vládního inspektora těchto škol, jenž po inspekcích prohlásil, že pražské pokračovací školy živnostenské nezůstávají za vídeňskými školami pokračovacími, ale ve mnohém je i předčí. Odborné vyučování zavedeno jest na škole obuvnické, krejčovské, vlásenkářsko-holičské, lakýrnické a číšnické. Zajímavý jest výkaz o počtu žactva se zřetelem k různým živnostem. Tak mezi žáky byli nejčetněji zastoupeni zámečníci, jichž bylo — [113, 1772, 542, 2252]
article-body: V Jindřišské ulici zastavila se v sobotu večer před jednou výkladní skříní pí. Anna Antoniová z domu čís. 10 na Žižkově a chvíli na to spozorovala, že jí nědo tahá peněženku z kapsy. Rychle se tedy obrátila a spatřila za sebou mladou dívčici, která jakoby nic nebylo, hleděla do výkladní skříně. Slečinka však v průvodu nechtěla jít. Šotva ji strážník vyzval, aby se s ním odebrala na strážnici, lehla si hesky způsobně na chodník a prohlásila, že nepůjde nikam, že ke všemu nepamatují zůstávala chluchou a tak nezbývalo než násilím ji donésti na komisařství. Tam v ní poznána 17letá sluha Marie Lesková, bydlící na Mikulášském náměstí čís. 18. Že případ měl za následek dosti velký shluk, rozumí se samo sebou. — [1042, 1292, 1470, 1579]
article-heading: Pražské školy pokračovací — [141, 1772, 375, 1790]
article-heading: Kostnice — Paříž. — [608, 387, 768, 405]
article-body: Včera vracelo se přes Prahu z Ameriky 25 vystěhovalců z Karlovce a 7 z Rábu. — [578, 618, 1006, 655]
